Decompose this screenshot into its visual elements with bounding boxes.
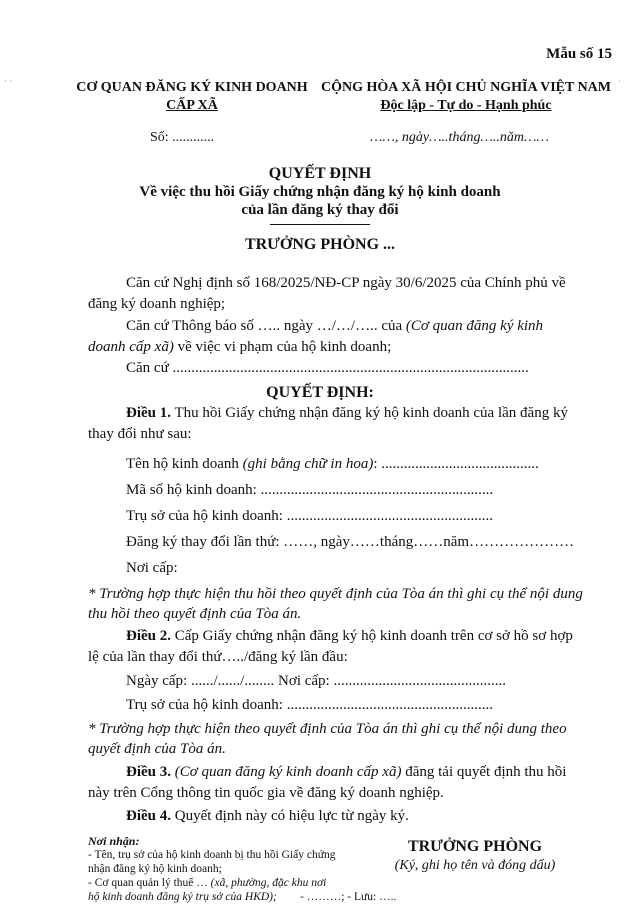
basis-notice-rest: về việc vi phạm của hộ kinh doanh;	[173, 339, 392, 355]
article-4-label: Điều 4.	[126, 808, 171, 824]
change-registration-field: Đăng ký thay đổi lần thứ: ……, ngày……tháng……năm…………………	[126, 534, 575, 550]
article-2-label: Điều 2.	[126, 628, 171, 644]
article-1-label: Điều 1.	[126, 405, 171, 421]
document-number: Số: ............	[150, 130, 215, 145]
basis-decree-line1: Căn cứ Nghị định số 168/2025/NĐ-CP ngày 30/6/2025 của Chính phủ về	[126, 275, 566, 291]
article-2-note-line2: quyết định của Tòa án.	[88, 741, 226, 757]
basis-other: Căn cứ ...............................................................................................	[126, 360, 529, 376]
recipient-1-line1: - Tên, trụ sở của hộ kinh doanh bị thu hồi Giấy chứng	[88, 849, 336, 861]
household-name-label: Tên hộ kinh doanh	[126, 456, 243, 472]
recipients-heading: Nơi nhận:	[88, 834, 140, 848]
motto	[316, 98, 616, 114]
recipient-2-prefix: - Cơ quan quản lý thuế …	[88, 877, 211, 889]
article-3-agency: (Cơ quan đăng ký kinh doanh cấp xã)	[171, 764, 402, 780]
agency-level-text: CẤP XÃ	[166, 98, 218, 113]
recipient-3-and-4	[300, 891, 396, 903]
motto-text: Độc lập - Tự do - Hạnh phúc	[380, 98, 552, 113]
recipient-2-detail: (xã, phường, đặc khu nơi	[210, 877, 327, 889]
recipient-1-line2: nhận đăng ký hộ kinh doanh;	[88, 863, 222, 875]
household-code-field: Mã số hộ kinh doanh: ..............................................................	[126, 482, 494, 498]
form-number: Mẫu số 15	[546, 46, 612, 62]
document-date: ……, ngày…..tháng…..năm……	[370, 130, 549, 145]
country-name: CỘNG HÒA XÃ HỘI CHỦ NGHĨA VIỆT NAM	[320, 80, 611, 95]
document-subject-1: Về việc thu hồi Giấy chứng nhận đăng ký hộ kinh doanh	[139, 184, 501, 200]
document-title: QUYẾT ĐỊNH	[268, 165, 372, 182]
article-1-text: Thu hồi Giấy chứng nhận đăng ký hộ kinh doanh của lần đăng ký	[171, 405, 568, 421]
article-4-text: Quyết định này có hiệu lực từ ngày ký.	[171, 808, 409, 824]
household-name-field	[126, 456, 539, 473]
basis-notice-agency-cont: doanh cấp xã)	[88, 339, 174, 355]
basis-notice-line2	[88, 339, 391, 356]
issued-by-field: Nơi cấp:	[126, 560, 178, 576]
issuing-authority: TRƯỞNG PHÒNG ...	[244, 236, 396, 253]
article-1-note-line2: thu hồi theo quyết định của Tòa án.	[88, 606, 302, 622]
basis-notice-line1	[126, 318, 543, 335]
basis-notice-prefix: Căn cứ Thông báo số ….. ngày …/…/….. của	[126, 318, 406, 334]
document-subject-2: của lần đăng ký thay đổi	[241, 202, 399, 218]
article-2-line2: lệ của lần thay đổi thứ…../đăng ký lần đầu:	[88, 649, 348, 665]
article-1-line2: thay đổi như sau:	[88, 426, 192, 442]
title-underline	[270, 224, 370, 225]
article-1-note-line1: * Trường hợp thực hiện thu hồi theo quyết định của Tòa án thì ghi cụ thể nội dung	[88, 586, 583, 602]
household-office-field: Trụ sở của hộ kinh doanh: .......................................................	[126, 508, 493, 524]
decision-heading: QUYẾT ĐỊNH:	[266, 384, 374, 401]
article-2-line1	[126, 628, 573, 645]
article-3-line2: này trên Cổng thông tin quốc gia về đăng ký doanh nghiệp.	[88, 785, 444, 801]
recipient-3: - ………;	[300, 891, 348, 903]
article-4-line	[126, 808, 409, 825]
scan-mark-left: · ·	[4, 76, 13, 86]
article-3-line1	[126, 764, 566, 781]
article-3-text: đăng tải quyết định thu hồi	[401, 764, 567, 780]
household-name-hint: (ghi bằng chữ in hoa)	[242, 456, 374, 472]
agency-name: CƠ QUAN ĐĂNG KÝ KINH DOANH	[76, 80, 308, 95]
recipient-2-line1	[88, 877, 326, 889]
scan-mark-right: ·	[618, 76, 621, 86]
article-3-label: Điều 3.	[126, 764, 171, 780]
article-2-office-field: Trụ sở của hộ kinh doanh: .......................................................	[126, 697, 493, 713]
article-1-line1	[126, 405, 568, 422]
signature-title: TRƯỞNG PHÒNG	[407, 838, 543, 855]
issue-date-field: Ngày cấp: ....../....../........ Nơi cấp: ..............................................	[126, 673, 506, 689]
article-2-note-line1: * Trường hợp thực hiện theo quyết định của Tòa án thì ghi cụ thể nội dung theo	[88, 721, 567, 737]
household-name-dots: : ..........................................	[373, 456, 539, 472]
basis-decree-line2: đăng ký doanh nghiệp;	[88, 296, 226, 312]
basis-notice-agency: (Cơ quan đăng ký kinh	[405, 318, 544, 334]
article-2-text: Cấp Giấy chứng nhận đăng ký hộ kinh doanh trên cơ sở hồ sơ hợp	[171, 628, 573, 644]
signature-hint: (Ký, ghi họ tên và đóng dấu)	[394, 858, 556, 873]
recipient-2-line2: hộ kinh doanh đăng ký trụ sở của HKD);	[88, 891, 277, 903]
agency-level	[76, 98, 308, 114]
recipient-4: - Lưu: …..	[347, 891, 397, 903]
